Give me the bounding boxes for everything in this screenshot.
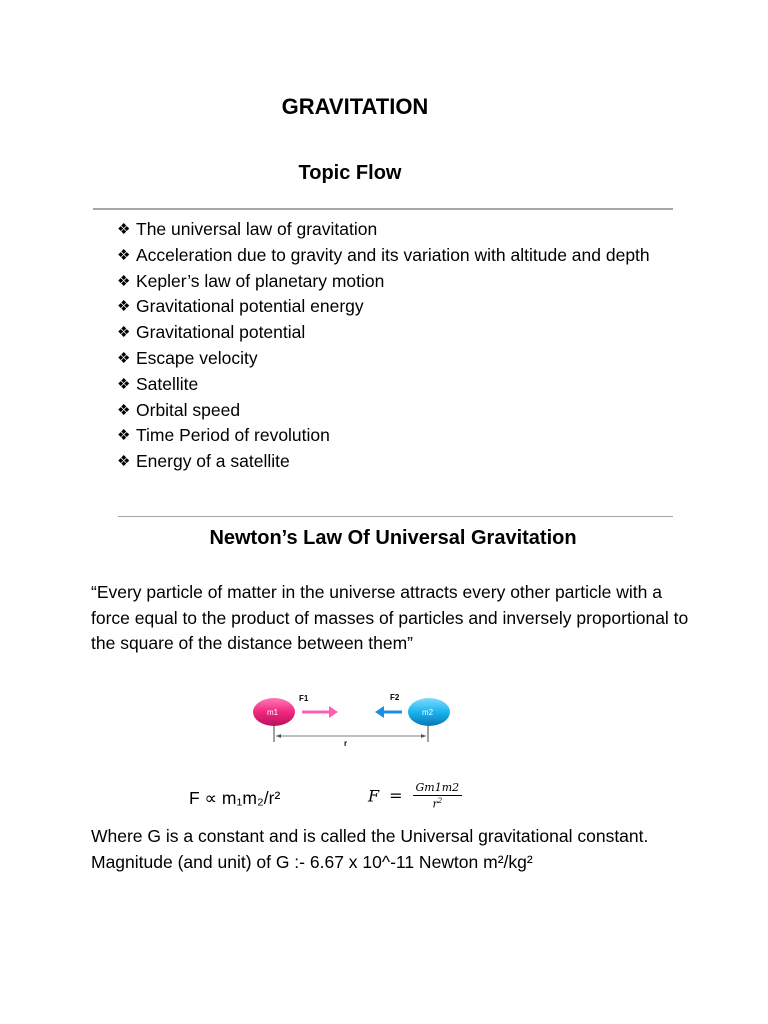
formula-denominator: $r^2$: [432, 797, 443, 811]
diamond-bullet-icon: ❖: [117, 375, 131, 393]
gravitation-diagram: [245, 688, 465, 748]
formula-exponent: 2: [437, 797, 443, 805]
list-item: ❖ Time Period of revolution: [117, 423, 677, 449]
force-1-arrowhead-icon: [329, 706, 338, 718]
force-2-label: F2: [390, 693, 400, 702]
diamond-bullet-icon: ❖: [117, 349, 131, 367]
section-heading: Newton’s Law Of Universal Gravitation: [209, 527, 577, 549]
law-quote: “Every particle of matter in the universe attracts every other particle with a force equal to the product of masses of particles and inversely proportional to the square of the distance between them”: [91, 582, 689, 653]
constant-description: Where G is a constant and is called the Universal gravitational constant.: [91, 826, 649, 846]
list-item: ❖ Acceleration due to gravity and its variation with altitude and depth: [117, 243, 677, 269]
diamond-bullet-icon: ❖: [117, 401, 131, 419]
force-formula: [368, 781, 462, 811]
distance-arrow-right-icon: [421, 734, 426, 738]
list-item: ❖ The universal law of gravitation: [117, 217, 677, 243]
formula-numerator: Gm1m2: [413, 781, 463, 796]
diamond-bullet-icon: ❖: [117, 453, 131, 471]
list-item: ❖ Escape velocity: [117, 346, 677, 372]
formula-fraction: [413, 781, 463, 811]
proportionality-formula: F ∝ m₁m₂/r²: [189, 788, 281, 808]
list-item: ❖ Gravitational potential energy: [117, 294, 677, 320]
list-item: ❖ Satellite: [117, 372, 677, 398]
diamond-bullet-icon: ❖: [117, 427, 131, 445]
topic-list: [117, 217, 677, 475]
list-item: ❖ Gravitational potential: [117, 320, 677, 346]
diamond-bullet-icon: ❖: [117, 221, 131, 238]
list-item: ❖ Energy of a satellite: [117, 449, 677, 475]
document-title: GRAVITATION: [281, 94, 429, 119]
constant-description-block: [91, 824, 701, 875]
diamond-bullet-icon: ❖: [117, 324, 131, 342]
topic-flow-heading: Topic Flow: [298, 162, 402, 184]
diamond-bullet-icon: ❖: [117, 246, 131, 264]
diamond-bullet-icon: ❖: [117, 298, 131, 316]
force-2-arrowhead-icon: [375, 706, 384, 718]
divider-section: [118, 516, 673, 517]
formula-lhs: F: [368, 786, 380, 806]
mass-1-label: m1: [267, 708, 279, 717]
divider-top: [93, 208, 673, 210]
force-1-label: F1: [299, 694, 309, 703]
mass-2-label: m2: [422, 708, 434, 717]
distance-arrow-left-icon: [276, 734, 281, 738]
list-item: ❖ Kepler’s law of planetary motion: [117, 269, 677, 295]
formula-equals: =: [389, 786, 403, 806]
diamond-bullet-icon: ❖: [117, 272, 131, 290]
distance-label: r: [344, 739, 348, 748]
list-item: ❖ Orbital speed: [117, 398, 677, 424]
constant-magnitude: Magnitude (and unit) of G :- 6.67 x 10^-11 Newton m²/kg²: [91, 851, 533, 872]
